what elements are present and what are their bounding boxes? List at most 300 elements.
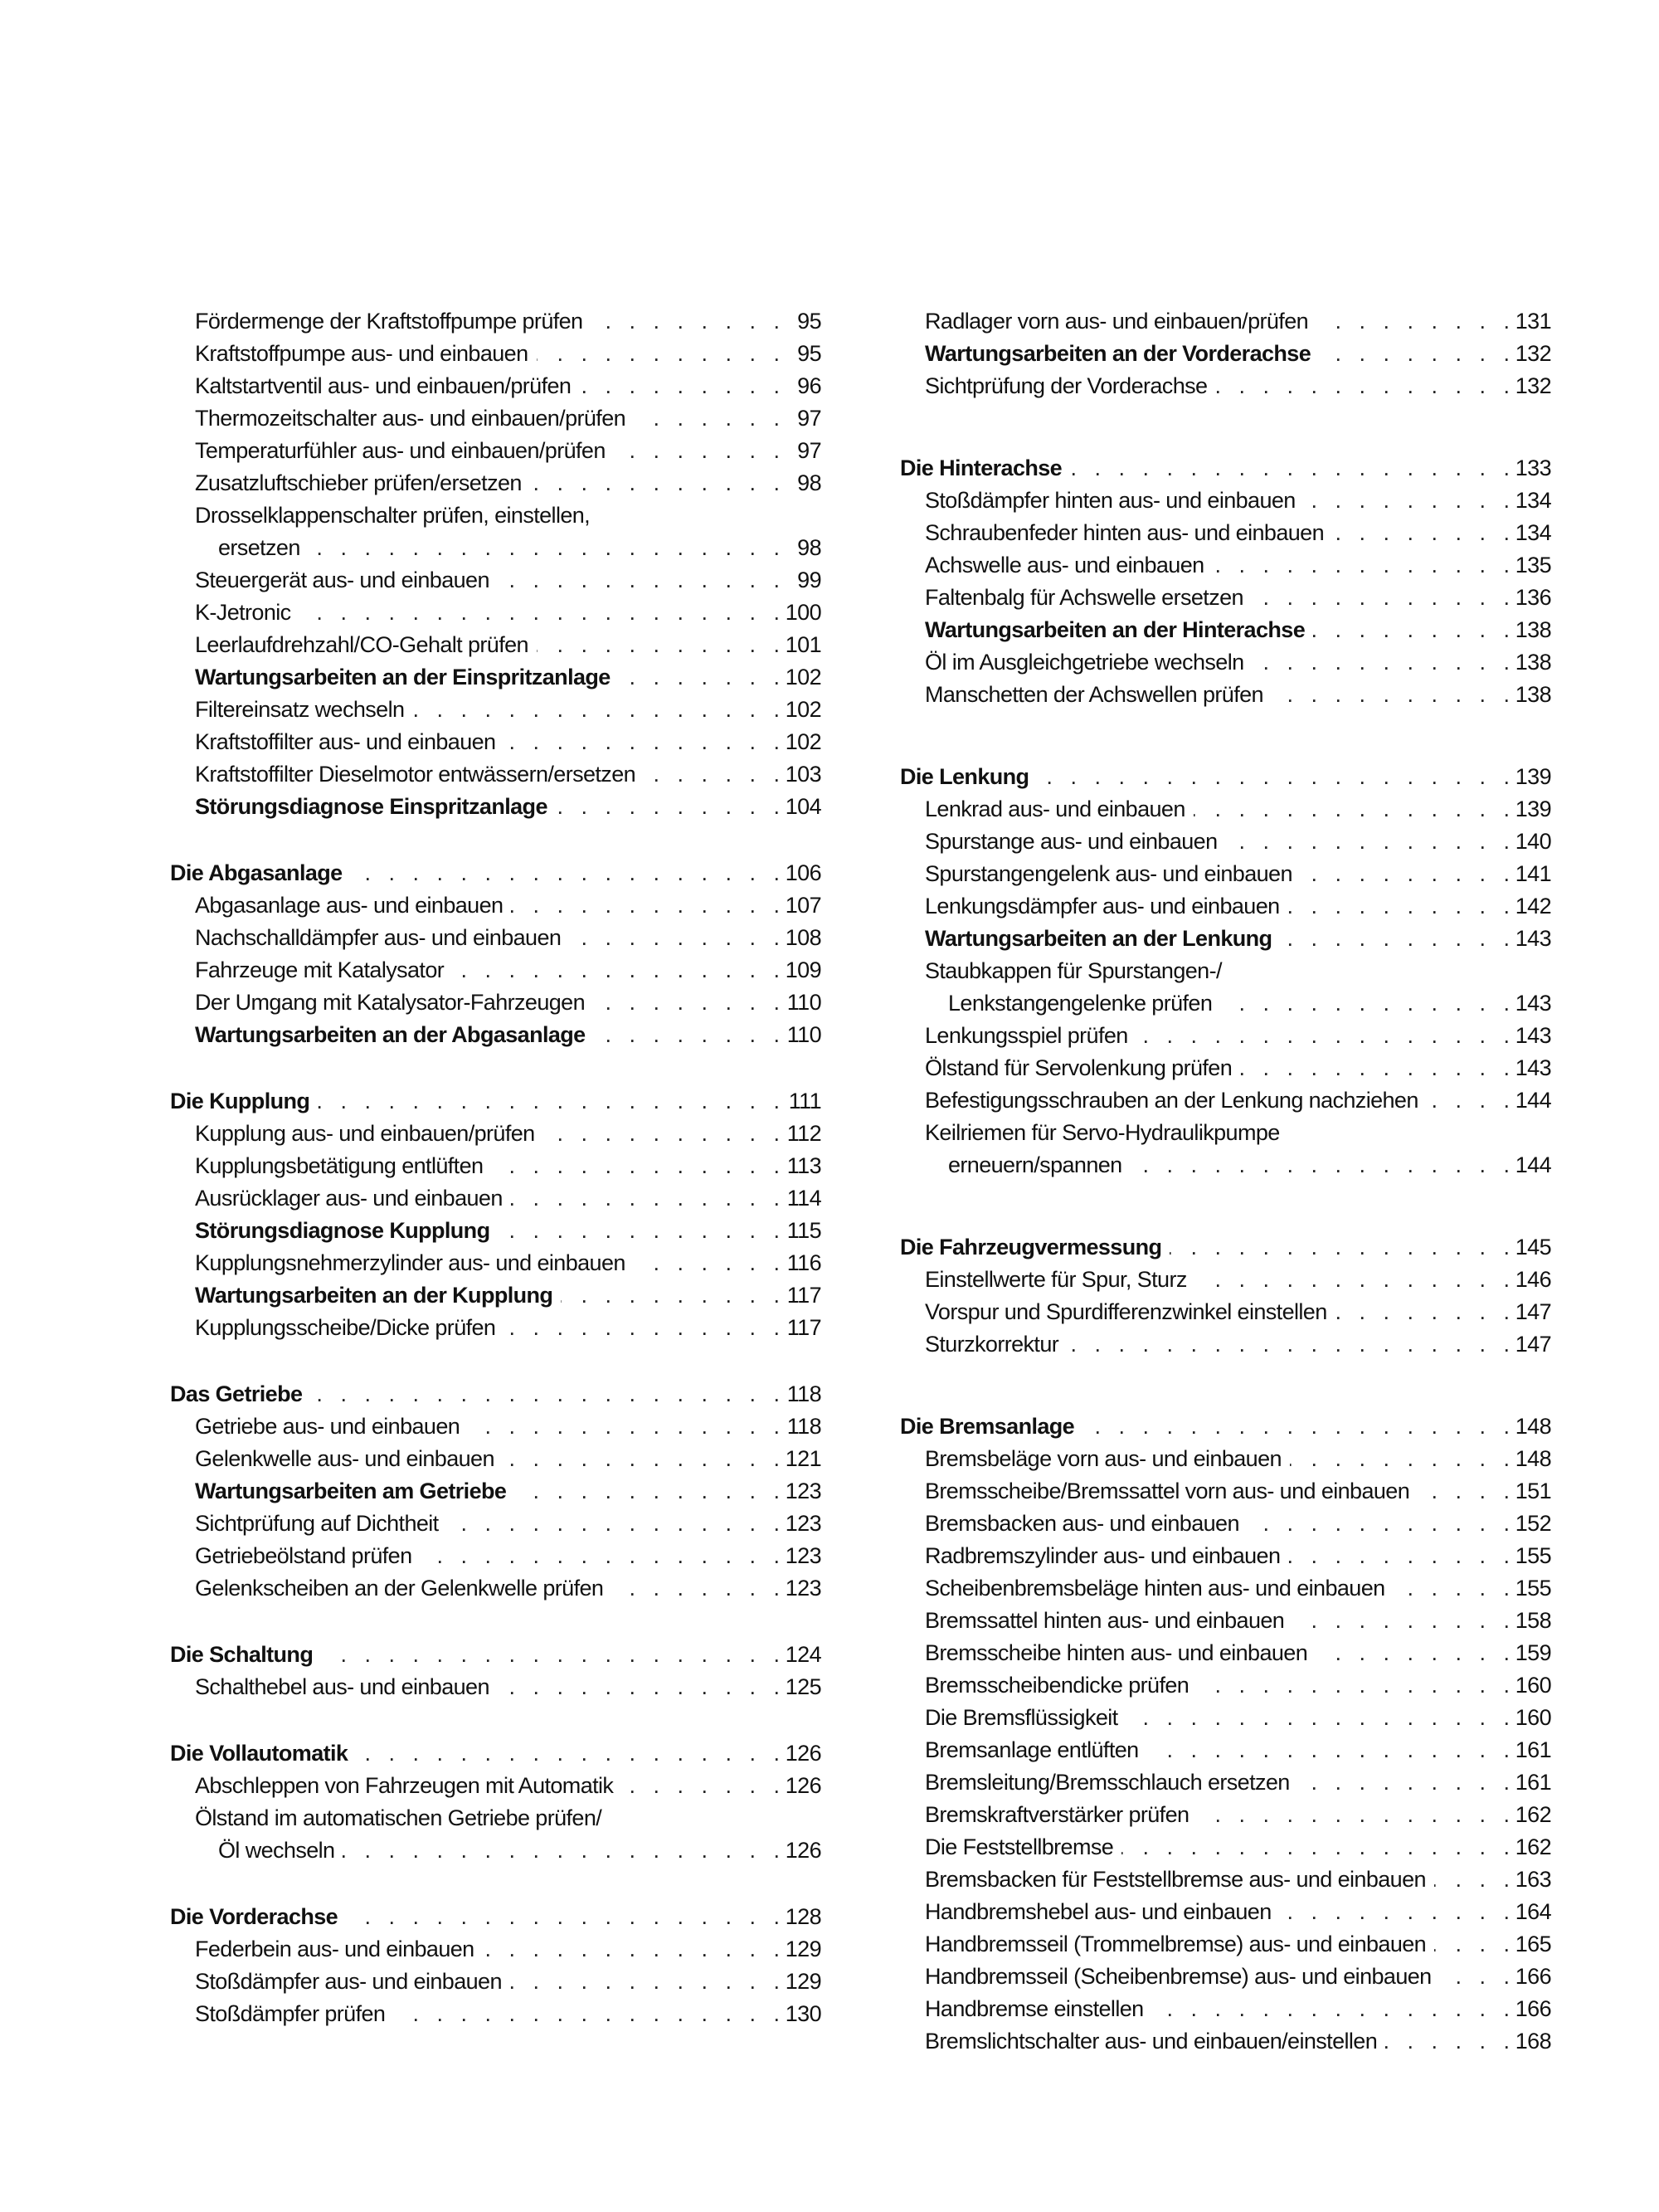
- toc-entry[interactable]: [900, 614, 1551, 646]
- page-number: 109: [785, 957, 821, 982]
- dot-leader: [634, 1247, 780, 1279]
- toc-entry[interactable]: [900, 1572, 1551, 1605]
- entry-title: Kraftstoffilter aus- und einbauen: [195, 729, 496, 754]
- page-number: 97: [797, 438, 821, 463]
- page-number: 101: [785, 632, 821, 657]
- toc-entry[interactable]: [900, 923, 1551, 955]
- dot-leader: [1288, 1540, 1510, 1572]
- entry-title: Handbremshebel aus- und einbauen: [925, 1899, 1272, 1924]
- page-number: 132: [1515, 373, 1551, 398]
- dot-leader: [1126, 1702, 1510, 1734]
- entry-title: Kupplung aus- und einbauen/prüfen: [195, 1121, 535, 1146]
- page-number: 100: [785, 600, 821, 625]
- dot-leader: [530, 467, 780, 499]
- toc-entry[interactable]: [900, 826, 1551, 858]
- page-number: 126: [785, 1773, 821, 1798]
- toc-entry[interactable]: [170, 1312, 821, 1344]
- entry-title: Stoßdämpfer prüfen: [195, 2001, 386, 2026]
- page-number: 143: [1515, 991, 1551, 1016]
- page-number: 168: [1515, 2029, 1551, 2054]
- entry-title: Ölstand im automatischen Getriebe prüfen/: [195, 1805, 602, 1830]
- entry-title: Die Kupplung: [170, 1089, 310, 1113]
- page-number: 148: [1515, 1414, 1551, 1439]
- toc-entry[interactable]: [900, 793, 1551, 826]
- entry-title: Schraubenfeder hinten aus- und einbauen: [925, 520, 1324, 545]
- entry-title: Handbremsseil (Scheibenbremse) aus- und einbauen: [925, 1964, 1432, 1989]
- dot-leader: [1215, 370, 1510, 402]
- entry-title: Thermozeitschalter aus- und einbauen/prüfen: [195, 406, 626, 431]
- entry-title: erneuern/spannen: [948, 1152, 1122, 1177]
- toc-entry[interactable]: [170, 1411, 821, 1443]
- page-number: 147: [1515, 1299, 1551, 1324]
- page-number: 152: [1515, 1511, 1551, 1536]
- dot-leader: [468, 1411, 780, 1443]
- toc-entry[interactable]: [900, 858, 1551, 890]
- dot-leader: [644, 758, 780, 791]
- toc-left-column: [170, 305, 821, 2030]
- page-number: 102: [785, 729, 821, 754]
- dot-leader: [621, 1770, 780, 1802]
- entry-title: Bremsscheibendicke prüfen: [925, 1673, 1190, 1698]
- page-number: 114: [786, 1186, 821, 1211]
- dot-leader: [1319, 338, 1510, 370]
- entry-title: Kupplungsbetätigung entlüften: [195, 1153, 484, 1178]
- entry-title: Die Vollautomatik: [170, 1741, 348, 1766]
- toc-right-column: [900, 305, 1551, 2058]
- page-number: 125: [785, 1674, 821, 1699]
- toc-entry[interactable]: [900, 1443, 1551, 1475]
- page-number: 123: [785, 1543, 821, 1568]
- page-number: 135: [1515, 553, 1551, 577]
- dot-leader: [1434, 1928, 1510, 1961]
- section-spacer: [170, 1605, 821, 1639]
- toc-chapter-entry[interactable]: [170, 1737, 821, 1770]
- dot-leader: [1301, 858, 1510, 890]
- entry-title: Sichtprüfung der Vorderachse: [925, 373, 1208, 398]
- toc-chapter-entry[interactable]: [170, 1378, 821, 1411]
- toc-entry[interactable]: [170, 694, 821, 726]
- toc-entry[interactable]: [170, 435, 821, 467]
- page-number: 129: [785, 1937, 821, 1961]
- dot-leader: [1147, 1734, 1510, 1766]
- dot-leader: [1170, 1231, 1510, 1264]
- entry-title: Die Bremsflüssigkeit: [925, 1705, 1118, 1730]
- toc-entry[interactable]: [900, 1766, 1551, 1799]
- dot-leader: [503, 1443, 780, 1475]
- page-number: 133: [1515, 456, 1551, 480]
- toc-entry[interactable]: [170, 402, 821, 435]
- toc-entry[interactable]: [900, 1637, 1551, 1669]
- page-number: 151: [1515, 1479, 1551, 1503]
- toc-entry[interactable]: [170, 1182, 821, 1215]
- toc-entry[interactable]: [900, 1993, 1551, 2025]
- entry-title: Sichtprüfung auf Dichtheit: [195, 1511, 439, 1536]
- dot-leader: [310, 1378, 780, 1411]
- toc-entry[interactable]: [170, 1933, 821, 1966]
- section-spacer: [900, 402, 1551, 452]
- page-number: 144: [1515, 1152, 1551, 1177]
- page-number: 134: [1515, 488, 1551, 513]
- entry-title: Abschleppen von Fahrzeugen mit Automatik: [195, 1773, 614, 1798]
- entry-title: Störungsdiagnose Einspritzanlage: [195, 794, 547, 819]
- entry-title: Wartungsarbeiten an der Vorderachse: [925, 341, 1311, 366]
- entry-title: Lenkungsdämpfer aus- und einbauen: [925, 894, 1280, 918]
- toc-entry[interactable]: [170, 661, 821, 694]
- page-number: 143: [1515, 1055, 1551, 1080]
- toc-entry[interactable]: [170, 1019, 821, 1051]
- entry-title: Bremsscheibe/Bremssattel vorn aus- und einbauen: [925, 1479, 1410, 1503]
- dot-leader: [1197, 1669, 1510, 1702]
- toc-entry[interactable]: [170, 1279, 821, 1312]
- section-spacer: [170, 1867, 821, 1901]
- page-number: 161: [1515, 1770, 1551, 1795]
- page-number: 102: [785, 665, 821, 689]
- toc-entry[interactable]: [170, 1215, 821, 1247]
- entry-title: Wartungsarbeiten am Getriebe: [195, 1479, 507, 1503]
- page-number: 123: [785, 1479, 821, 1503]
- dot-leader: [1288, 890, 1510, 923]
- toc-entry[interactable]: [170, 1150, 821, 1182]
- dot-leader: [1316, 305, 1510, 338]
- dot-leader: [634, 402, 780, 435]
- entry-title: Wartungsarbeiten an der Abgasanlage: [195, 1022, 586, 1047]
- toc-chapter-entry[interactable]: [170, 1639, 821, 1671]
- toc-chapter-entry[interactable]: [900, 1411, 1551, 1443]
- page-number: 142: [1515, 894, 1551, 918]
- toc-entry[interactable]: [900, 1928, 1551, 1961]
- toc-entry[interactable]: [900, 1020, 1551, 1052]
- dot-leader: [1313, 614, 1510, 646]
- entry-title: Zusatzluftschieber prüfen/ersetzen: [195, 470, 522, 495]
- toc-entry[interactable]: [170, 758, 821, 791]
- entry-title: Bremsbeläge vorn aus- und einbauen: [925, 1446, 1282, 1471]
- toc-entry[interactable]: [170, 1966, 821, 1998]
- toc-entry[interactable]: [170, 1770, 821, 1802]
- dot-leader: [318, 1085, 780, 1118]
- toc-entry[interactable]: [170, 791, 821, 823]
- page-number: 126: [785, 1741, 821, 1766]
- dot-leader: [556, 791, 780, 823]
- toc-entry[interactable]: [170, 597, 821, 629]
- toc-entry[interactable]: [900, 1540, 1551, 1572]
- dot-leader: [1252, 582, 1510, 614]
- entry-title: Steuergerät aus- und einbauen: [195, 568, 489, 592]
- dot-leader: [1067, 1328, 1510, 1361]
- entry-title: Die Hinterachse: [900, 456, 1063, 480]
- page-number: 99: [797, 568, 821, 592]
- toc-entry[interactable]: [170, 1443, 821, 1475]
- dot-leader: [1298, 1766, 1510, 1799]
- toc-chapter-entry[interactable]: [900, 761, 1551, 793]
- page-number: 131: [1515, 309, 1551, 334]
- entry-title: Abgasanlage aus- und einbauen: [195, 893, 504, 918]
- page-number: 95: [797, 309, 821, 334]
- page-number: 95: [797, 341, 821, 366]
- dot-leader: [1290, 1443, 1510, 1475]
- toc-entry[interactable]: [900, 1508, 1551, 1540]
- entry-title: Filtereinsatz wechseln: [195, 697, 405, 722]
- dot-leader: [1194, 793, 1510, 826]
- toc-entry[interactable]: [900, 1669, 1551, 1702]
- toc-entry[interactable]: [900, 1328, 1551, 1361]
- dot-leader: [343, 1834, 780, 1867]
- page-number: 155: [1515, 1576, 1551, 1601]
- toc-entry[interactable]: [170, 954, 821, 987]
- entry-title: Die Schaltung: [170, 1642, 314, 1667]
- toc-chapter-entry[interactable]: [900, 452, 1551, 485]
- entry-title: Kupplungsnehmerzylinder aus- und einbauen: [195, 1250, 625, 1275]
- dot-leader: [511, 1182, 780, 1215]
- toc-entry[interactable]: [170, 564, 821, 597]
- page-number: 139: [1515, 797, 1551, 821]
- toc-entry[interactable]: [900, 338, 1551, 370]
- dot-leader: [537, 629, 780, 661]
- dot-leader: [1394, 1572, 1510, 1605]
- entry-title: Temperaturfühler aus- und einbauen/prüfen: [195, 438, 606, 463]
- toc-entry[interactable]: [900, 1831, 1551, 1864]
- toc-entry[interactable]: [900, 1734, 1551, 1766]
- entry-title: Achswelle aus- und einbauen: [925, 553, 1204, 577]
- toc-chapter-entry[interactable]: [170, 1901, 821, 1933]
- dot-leader: [1226, 826, 1511, 858]
- toc-chapter-entry[interactable]: [170, 1085, 821, 1118]
- dot-leader: [1248, 1508, 1510, 1540]
- dot-leader: [321, 1639, 780, 1671]
- toc-entry[interactable]: [900, 646, 1551, 679]
- page-number: 110: [786, 990, 821, 1015]
- dot-leader: [420, 1540, 780, 1572]
- toc-entry[interactable]: [170, 922, 821, 954]
- dot-leader: [1136, 1020, 1510, 1052]
- toc-entry[interactable]: [170, 499, 821, 532]
- section-spacer: [170, 823, 821, 857]
- entry-title: Störungsdiagnose Kupplung: [195, 1218, 490, 1243]
- toc-entry[interactable]: [170, 370, 821, 402]
- page-number: 143: [1515, 926, 1551, 951]
- entry-title: Wartungsarbeiten an der Kupplung: [195, 1283, 553, 1308]
- toc-entry[interactable]: [900, 1605, 1551, 1637]
- dot-leader: [1335, 1296, 1510, 1328]
- entry-title: Handbremsseil (Trommelbremse) aus- und einbauen: [925, 1932, 1427, 1956]
- entry-title: Spurstangengelenk aus- und einbauen: [925, 861, 1292, 886]
- toc-entry[interactable]: [900, 1296, 1551, 1328]
- section-spacer: [900, 1182, 1551, 1231]
- toc-entry[interactable]: [170, 1508, 821, 1540]
- toc-entry[interactable]: [170, 467, 821, 499]
- toc-entry[interactable]: [170, 1247, 821, 1279]
- page-number: 124: [785, 1642, 821, 1667]
- page-number: 123: [785, 1511, 821, 1536]
- entry-title: Radlager vorn aus- und einbauen/prüfen: [925, 309, 1309, 334]
- entry-title: Bremsleitung/Bremsschlauch ersetzen: [925, 1770, 1290, 1795]
- dot-leader: [510, 1966, 780, 1998]
- toc-entry[interactable]: [900, 582, 1551, 614]
- dot-leader: [1304, 485, 1510, 517]
- toc-chapter-entry[interactable]: [900, 1231, 1551, 1264]
- entry-title: K-Jetronic: [195, 600, 291, 625]
- dot-leader: [1280, 1896, 1510, 1928]
- entry-title: Kaltstartventil aus- und einbauen/prüfen: [195, 373, 572, 398]
- dot-leader: [412, 694, 780, 726]
- toc-entry[interactable]: [900, 1475, 1551, 1508]
- toc-entry[interactable]: [170, 1475, 821, 1508]
- page-number: 138: [1515, 650, 1551, 675]
- dot-leader: [569, 922, 780, 954]
- page-number: 163: [1515, 1867, 1551, 1892]
- toc-entry[interactable]: [170, 1802, 821, 1834]
- page-number: 160: [1515, 1673, 1551, 1698]
- toc-entry[interactable]: [900, 890, 1551, 923]
- entry-title: Fahrzeuge mit Katalysator: [195, 957, 445, 982]
- toc-entry[interactable]: [900, 2025, 1551, 2058]
- toc-entry[interactable]: [170, 1834, 821, 1867]
- page-number: 117: [786, 1283, 821, 1308]
- dot-leader: [619, 661, 780, 694]
- page-number: 139: [1515, 764, 1551, 789]
- toc-entry[interactable]: [900, 370, 1551, 402]
- dot-leader: [561, 1279, 780, 1312]
- page-number: 128: [785, 1904, 821, 1929]
- toc-entry[interactable]: [170, 629, 821, 661]
- page-number: 106: [785, 860, 821, 885]
- toc-entry[interactable]: [170, 726, 821, 758]
- page-number: 103: [785, 762, 821, 787]
- section-spacer: [170, 1703, 821, 1737]
- entry-title: Spurstange aus- und einbauen: [925, 829, 1218, 854]
- toc-entry[interactable]: [170, 338, 821, 370]
- dot-leader: [1082, 1411, 1510, 1443]
- dot-leader: [299, 597, 780, 629]
- page-number: 140: [1515, 829, 1551, 854]
- page-number: 130: [785, 2001, 821, 2026]
- toc-entry[interactable]: [900, 1052, 1551, 1084]
- toc-entry[interactable]: [900, 1799, 1551, 1831]
- entry-title: Bremskraftverstärker prüfen: [925, 1802, 1190, 1827]
- page-number: 160: [1515, 1705, 1551, 1730]
- page-number: 162: [1515, 1834, 1551, 1859]
- page-number: 113: [786, 1153, 821, 1178]
- toc-entry[interactable]: [900, 987, 1551, 1020]
- dot-leader: [351, 857, 780, 889]
- page-number: 148: [1515, 1446, 1551, 1471]
- dot-leader: [1272, 679, 1510, 711]
- entry-title: Gelenkwelle aus- und einbauen: [195, 1446, 494, 1471]
- page-number: 158: [1515, 1608, 1551, 1633]
- entry-title: Schalthebel aus- und einbauen: [195, 1674, 489, 1699]
- page-number: 161: [1515, 1737, 1551, 1762]
- toc-entry[interactable]: [170, 1540, 821, 1572]
- entry-title: Federbein aus- und einbauen: [195, 1937, 474, 1961]
- dot-leader: [1152, 1993, 1510, 2025]
- entry-title: Die Bremsanlage: [900, 1414, 1075, 1439]
- entry-title: Stoßdämpfer hinten aus- und einbauen: [925, 488, 1296, 513]
- page-number: 126: [785, 1838, 821, 1863]
- entry-title: Wartungsarbeiten an der Hinterachse: [925, 617, 1306, 642]
- toc-entry[interactable]: [900, 517, 1551, 549]
- entry-title: Scheibenbremsbeläge hinten aus- und einbauen: [925, 1576, 1385, 1601]
- dot-leader: [543, 1118, 780, 1150]
- toc-entry[interactable]: [900, 1117, 1551, 1149]
- entry-title: Lenkstangengelenke prüfen: [948, 991, 1213, 1016]
- entry-title: Wartungsarbeiten an der Einspritzanlage: [195, 665, 611, 689]
- entry-title: Vorspur und Spurdifferenzwinkel einstellen: [925, 1299, 1327, 1324]
- page-number: 115: [786, 1218, 821, 1243]
- page-number: 162: [1515, 1802, 1551, 1827]
- dot-leader: [498, 1215, 780, 1247]
- entry-title: Befestigungsschrauben an der Lenkung nachziehen: [925, 1088, 1418, 1113]
- dot-leader: [1427, 1084, 1510, 1117]
- entry-title: Ölstand für Servolenkung prüfen: [925, 1055, 1233, 1080]
- entry-title: Kraftstoffilter Dieselmotor entwässern/ersetzen: [195, 762, 636, 787]
- entry-title: Bremsbacken aus- und einbauen: [925, 1511, 1239, 1536]
- toc-entry[interactable]: [900, 1702, 1551, 1734]
- entry-title: Kupplungsscheibe/Dicke prüfen: [195, 1315, 496, 1340]
- dot-leader: [1280, 923, 1510, 955]
- toc-entry[interactable]: [900, 305, 1551, 338]
- toc-entry[interactable]: [170, 1671, 821, 1703]
- page-number: 98: [797, 535, 821, 560]
- toc-entry[interactable]: [170, 1572, 821, 1605]
- section-spacer: [170, 1344, 821, 1378]
- toc-entry[interactable]: [170, 1118, 821, 1150]
- toc-entry[interactable]: [900, 955, 1551, 987]
- toc-entry[interactable]: [900, 1084, 1551, 1117]
- dot-leader: [1332, 517, 1510, 549]
- toc-entry[interactable]: [170, 987, 821, 1019]
- toc-chapter-entry[interactable]: [170, 857, 821, 889]
- page-number: 136: [1515, 585, 1551, 610]
- entry-title: Bremssattel hinten aus- und einbauen: [925, 1608, 1285, 1633]
- page-number: 138: [1515, 617, 1551, 642]
- toc-entry[interactable]: [170, 532, 821, 564]
- page-number: 141: [1515, 861, 1551, 886]
- page-number: 102: [785, 697, 821, 722]
- dot-leader: [514, 1475, 780, 1508]
- toc-entry[interactable]: [900, 549, 1551, 582]
- entry-title: Stoßdämpfer aus- und einbauen: [195, 1969, 502, 1994]
- toc-entry[interactable]: [900, 1896, 1551, 1928]
- entry-title: Radbremszylinder aus- und einbauen: [925, 1543, 1281, 1568]
- page-number: 98: [797, 470, 821, 495]
- toc-entry[interactable]: [900, 679, 1551, 711]
- page-number: 110: [786, 1022, 821, 1047]
- entry-title: Handbremse einstellen: [925, 1996, 1144, 2021]
- page-number: 164: [1515, 1899, 1551, 1924]
- toc-entry[interactable]: [170, 305, 821, 338]
- page-number: 117: [786, 1315, 821, 1340]
- entry-title: Getriebeölstand prüfen: [195, 1543, 412, 1568]
- page-number: 134: [1515, 520, 1551, 545]
- toc-entry[interactable]: [170, 1998, 821, 2030]
- toc-entry[interactable]: [900, 485, 1551, 517]
- toc-entry[interactable]: [900, 1961, 1551, 1993]
- entry-title: Kraftstoffpumpe aus- und einbauen: [195, 341, 528, 366]
- dot-leader: [1292, 1605, 1510, 1637]
- toc-entry[interactable]: [170, 889, 821, 922]
- entry-title: Bremsscheibe hinten aus- und einbauen: [925, 1640, 1308, 1665]
- toc-entry[interactable]: [900, 1149, 1551, 1182]
- toc-entry[interactable]: [900, 1264, 1551, 1296]
- page-number: 116: [786, 1250, 821, 1275]
- dot-leader: [346, 1901, 780, 1933]
- entry-title: Nachschalldämpfer aus- und einbauen: [195, 925, 562, 950]
- dot-leader: [537, 338, 781, 370]
- dot-leader: [1418, 1475, 1510, 1508]
- page-number: 166: [1515, 1964, 1551, 1989]
- toc-entry[interactable]: [900, 1864, 1551, 1896]
- dot-leader: [594, 1019, 780, 1051]
- entry-title: ersetzen: [218, 535, 300, 560]
